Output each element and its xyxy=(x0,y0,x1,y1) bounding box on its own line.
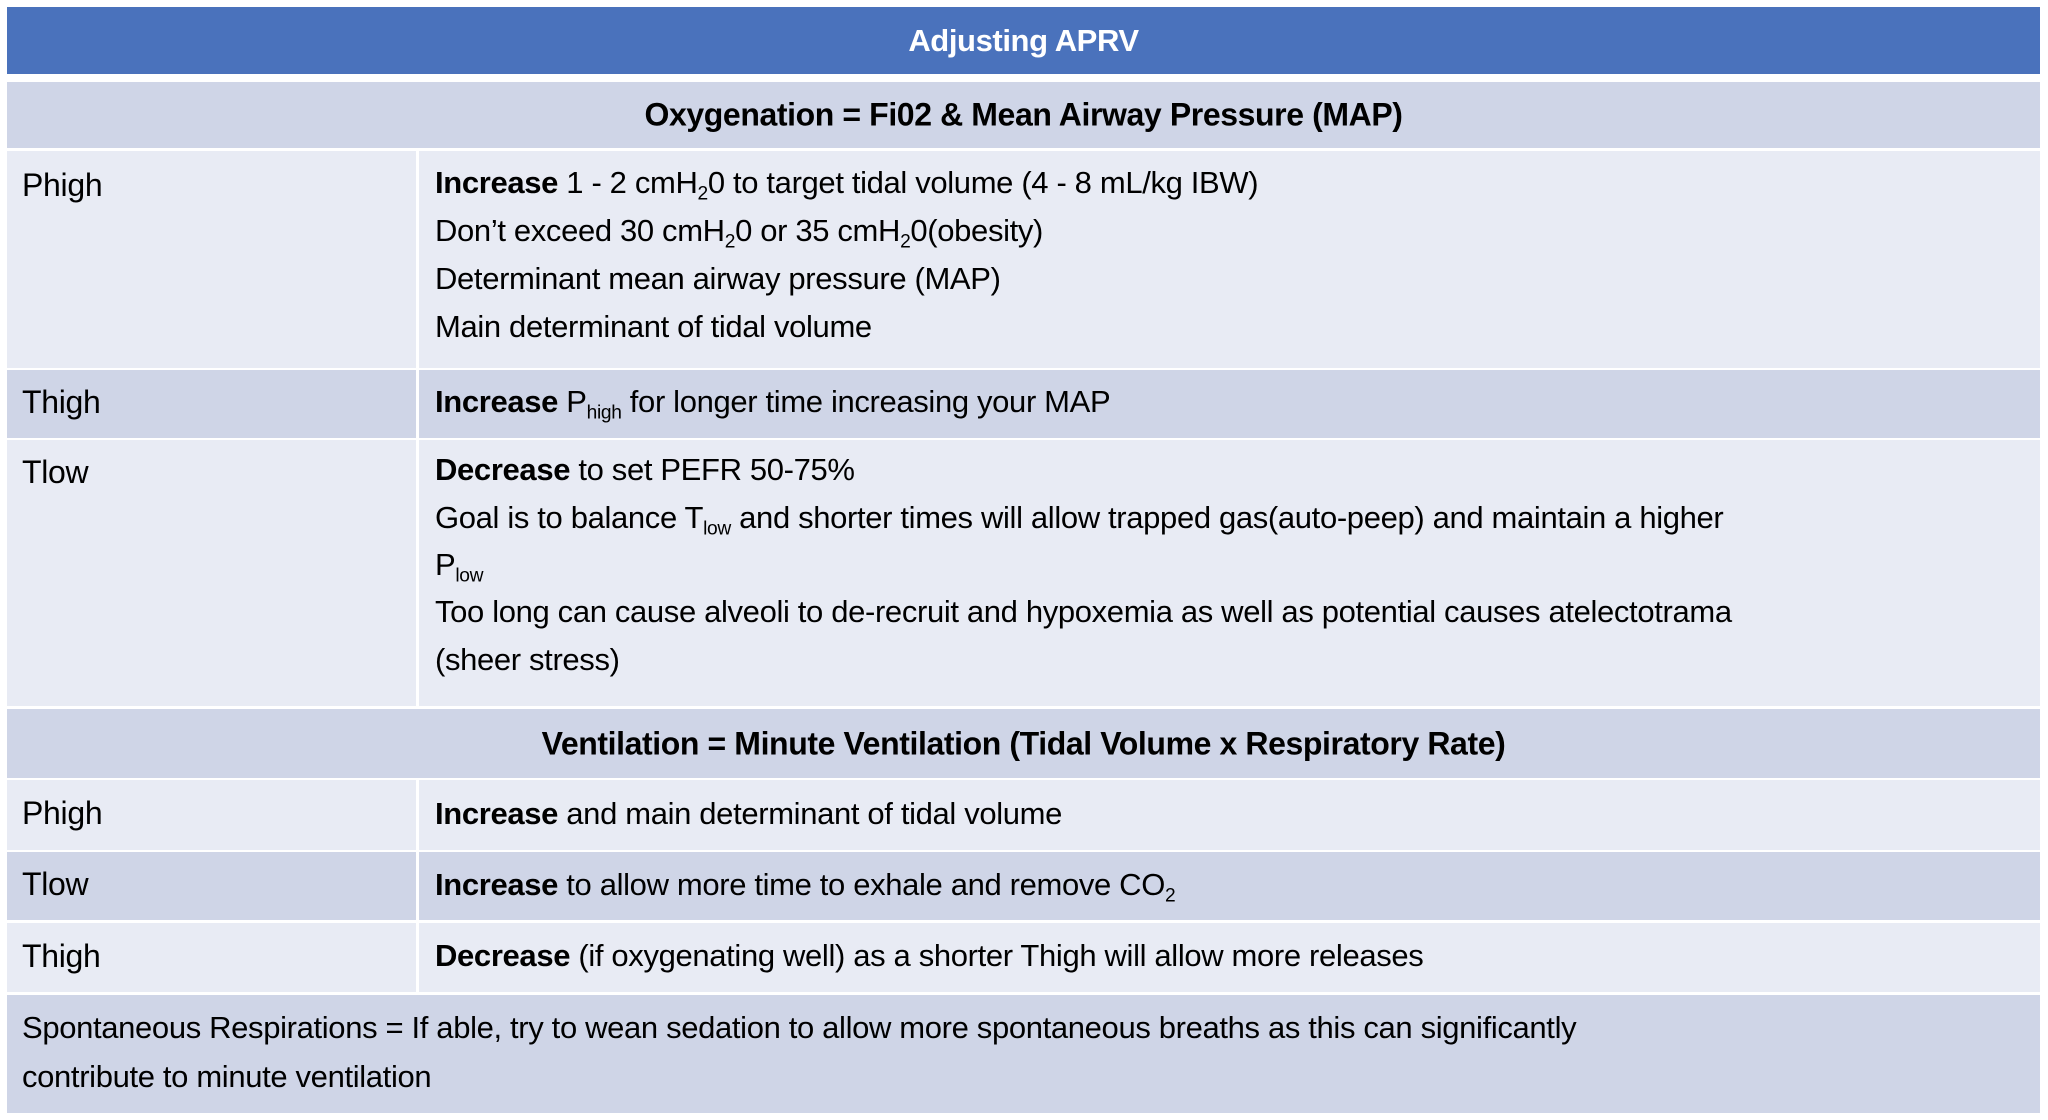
description-line: Increase 1 - 2 cmH$_2$0 to target tidal volume (4 - 8 mL/kg IBW) xyxy=(435,165,1259,205)
description-line: (sheer stress) xyxy=(435,642,620,677)
row-description xyxy=(435,790,2030,838)
table-title: Adjusting APRV xyxy=(908,22,1139,58)
spontaneous-respirations-row xyxy=(7,995,2040,1113)
column-divider xyxy=(416,780,419,850)
column-divider xyxy=(416,370,419,438)
oxygenation-section-heading xyxy=(7,82,2040,148)
description-line: Too long can cause alveoli to de-recruit and hypoxemia as well as potential causes atelectotrama xyxy=(435,594,1732,629)
description-line: Decrease (if oxygenating well) as a shorter Thigh will allow more releases xyxy=(435,938,1424,973)
row-label: Tlow xyxy=(22,866,89,902)
row-description xyxy=(435,378,2030,426)
row-description xyxy=(435,861,2030,909)
table-row xyxy=(7,852,2040,920)
description-line: Increase and main determinant of tidal volume xyxy=(435,796,1063,831)
note-line: Spontaneous Respirations = If able, try to wean sedation to allow more spontaneous breaths as this can significantly xyxy=(22,1010,1577,1045)
table-title-row xyxy=(7,7,2040,74)
description-line: Increase $P_{high}$ for longer time increasing your MAP xyxy=(435,384,1111,424)
column-divider xyxy=(416,440,419,706)
oxygenation-heading: Oxygenation = Fi02 & Mean Airway Pressure (MAP) xyxy=(644,96,1403,133)
table-row xyxy=(7,440,2040,706)
table-row xyxy=(7,151,2040,368)
row-label: Tlow xyxy=(22,454,89,490)
table-row xyxy=(7,923,2040,992)
row-label: Phigh xyxy=(22,795,103,831)
column-divider xyxy=(416,151,419,368)
spontaneous-respirations-note xyxy=(22,1003,2020,1101)
description-line: Don’t exceed 30 cmH$_2$0 or 35 cmH$_2$0(obesity) xyxy=(435,213,1044,253)
row-description xyxy=(435,446,2030,684)
column-divider xyxy=(416,923,419,992)
ventilation-section-heading xyxy=(7,709,2040,778)
ventilation-heading: Ventilation = Minute Ventilation (Tidal Volume x Respiratory Rate) xyxy=(541,725,1506,761)
row-description xyxy=(435,932,2030,980)
table-row xyxy=(7,780,2040,850)
description-line: Decrease to set PEFR 50-75% xyxy=(435,452,855,487)
description-line: Determinant mean airway pressure (MAP) xyxy=(435,261,1001,296)
description-line: Main determinant of tidal volume xyxy=(435,309,872,344)
row-label: Thigh xyxy=(22,938,101,974)
row-description xyxy=(435,159,2030,351)
note-line: contribute to minute ventilation xyxy=(22,1059,432,1094)
table-row xyxy=(7,370,2040,438)
description-line: $P_{low}$ xyxy=(435,547,484,587)
column-divider xyxy=(416,852,419,920)
description-line: Goal is to balance $T_{low}$ and shorter times will allow trapped gas(auto-peep) and maintain a higher xyxy=(435,500,1724,540)
row-label: Thigh xyxy=(22,384,101,420)
row-label: Phigh xyxy=(22,167,103,203)
description-line: Increase to allow more time to exhale and remove $CO_2$ xyxy=(435,867,1176,907)
